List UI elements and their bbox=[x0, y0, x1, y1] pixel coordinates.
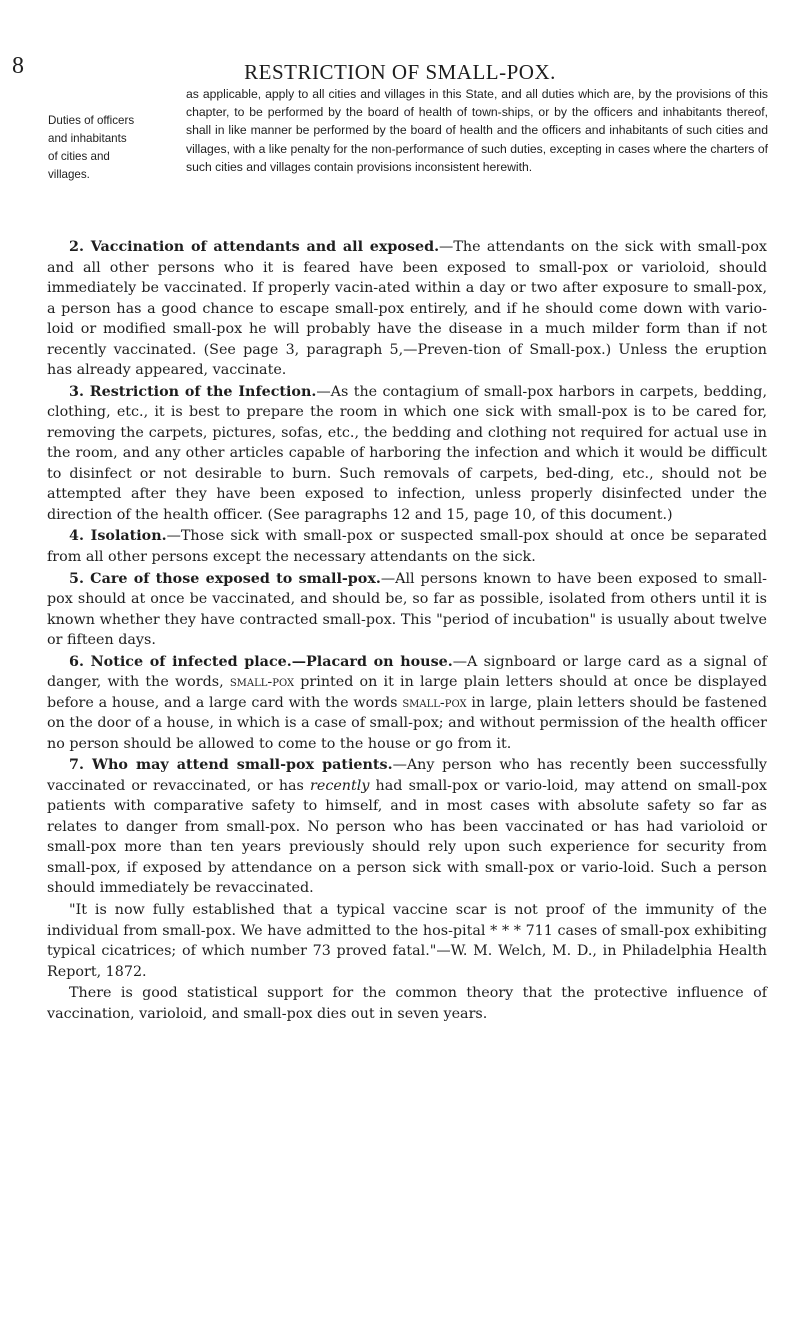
section-text: —Those sick with small-pox or suspected small-pox should at once be separated from all other persons except the necessary attendants on the sick. bbox=[47, 528, 767, 565]
margin-note-line: villages. bbox=[48, 168, 90, 181]
section-text: —The attendants on the sick with small-pox and all other persons who it is feared have been exposed to small-pox or varioloid, should immediately be vaccinated. If properly vacin-ated within a day or two after exposure to small-pox, a person has a good chance to escape small-pox entirely, and if he should come down with vario-loid or modified small-pox he will probably have the disease in a much milder form than if not recently vaccinated. (See page 3, paragraph 5,—Preven-tion of Small-pox.) Unless the eruption has already appeared, vaccinate. bbox=[47, 239, 767, 378]
section-heading: 6. Notice of infected place.—Placard on house. bbox=[69, 653, 453, 670]
section-text: printed on it in large plain letters should at once be displayed before a house, and a large card with the words bbox=[47, 674, 767, 711]
section-text: —All persons known to have been exposed to small-pox should at once be vaccinated, and should be, so far as possible, isolated from others until it is known whether they have contracted small-pox. This "period of incubation" is usually about twelve or fifteen days. bbox=[47, 570, 767, 649]
italic-term: recently bbox=[310, 777, 370, 794]
intro-paragraph: as applicable, apply to all cities and villages in this State, and all duties which are, by the provisions of this chapter, to be performed by the board of health of town-ships, or by the officers and inhabitants thereof, shall in like manner be performed by the board of health and the officers and inhabitants of such cities and villages, with a like penalty for the non-performance of such duties, excepting in cases where the charters of such cities and villages contain provisions inconsistent herewith. bbox=[186, 87, 768, 174]
section-text: —As the contagium of small-pox harbors in carpets, bedding, clothing, etc., it is best to prepare the room in which one sick with small-pox is to be cared for, removing the carpets, pictures, sofas, etc., the bedding and clothing not required for actual use in the room, and any other articles capable of harboring the infection and which it would be difficult to disinfect or not desirable to burn. Such removals of carpets, bed-ding, etc., should not be attempted after they have been exposed to infection, unless properly disinfected under the direction of the health officer. (See paragraphs 12 and 15, page 10, of this document.) bbox=[47, 383, 768, 523]
body-text bbox=[47, 237, 767, 1026]
section-text: had small-pox or vario-loid, may attend on small-pox patients with comparative safety to himself, and in most cases with absolute safety so far as relates to danger from small-pox. No person who has been vaccinated or has had varioloid or small-pox more than ten years previously should rely upon such experience for security from small-pox, if exposed by attendance on a person sick with small-pox or vario-loid. Such a person should immediately be revaccinated. bbox=[47, 777, 767, 897]
section-5 bbox=[47, 569, 767, 651]
section-4 bbox=[47, 526, 767, 567]
section-text: —Any person who has recently been successfully vaccinated or revaccinated, or has bbox=[47, 757, 767, 794]
section-6 bbox=[47, 652, 767, 755]
closing-paragraph: There is good statistical support for the common theory that the protective influence of vaccination, varioloid, and small-pox dies out in seven years. bbox=[47, 985, 767, 1022]
section-text: —A signboard or large card as a signal of danger, with the words, bbox=[47, 653, 767, 691]
quote-paragraph: "It is now fully established that a typical vaccine scar is not proof of the immunity of the individual from small-pox. We have admitted to the hos-pital * * * 711 cases of small-pox exhibiting typical cicatrices; of which number 73 proved fatal."—W. M. Welch, M. D., in Philadelphia Health Report, 1872. bbox=[47, 902, 767, 980]
section-text: in large, plain letters should be fastened on the door of a house, in which is a case of small-pox; and without permission of the health officer no person should be allowed to come to the house or go from it. bbox=[47, 694, 767, 752]
section-3 bbox=[47, 382, 767, 526]
section-2 bbox=[47, 237, 767, 381]
small-caps-term: small-pox bbox=[229, 674, 295, 691]
section-heading: 7. Who may attend small-pox patients. bbox=[69, 757, 393, 774]
small-caps-term: small-pox bbox=[402, 694, 467, 711]
margin-note-line: and inhabitants bbox=[48, 132, 127, 145]
section-7 bbox=[47, 755, 767, 899]
section-heading: 2. Vaccination of attendants and all exposed. bbox=[69, 239, 440, 255]
page-number: 8 bbox=[12, 53, 24, 79]
section-heading: 5. Care of those exposed to small-pox. bbox=[69, 570, 381, 587]
running-head: RESTRICTION OF SMALL-POX. bbox=[244, 60, 556, 84]
margin-note-line: of cities and bbox=[48, 150, 110, 163]
margin-note bbox=[48, 112, 168, 184]
section-heading: 4. Isolation. bbox=[69, 528, 167, 545]
margin-note-line: Duties of officers bbox=[48, 114, 135, 127]
section-heading: 3. Restriction of the Infection. bbox=[69, 383, 317, 400]
